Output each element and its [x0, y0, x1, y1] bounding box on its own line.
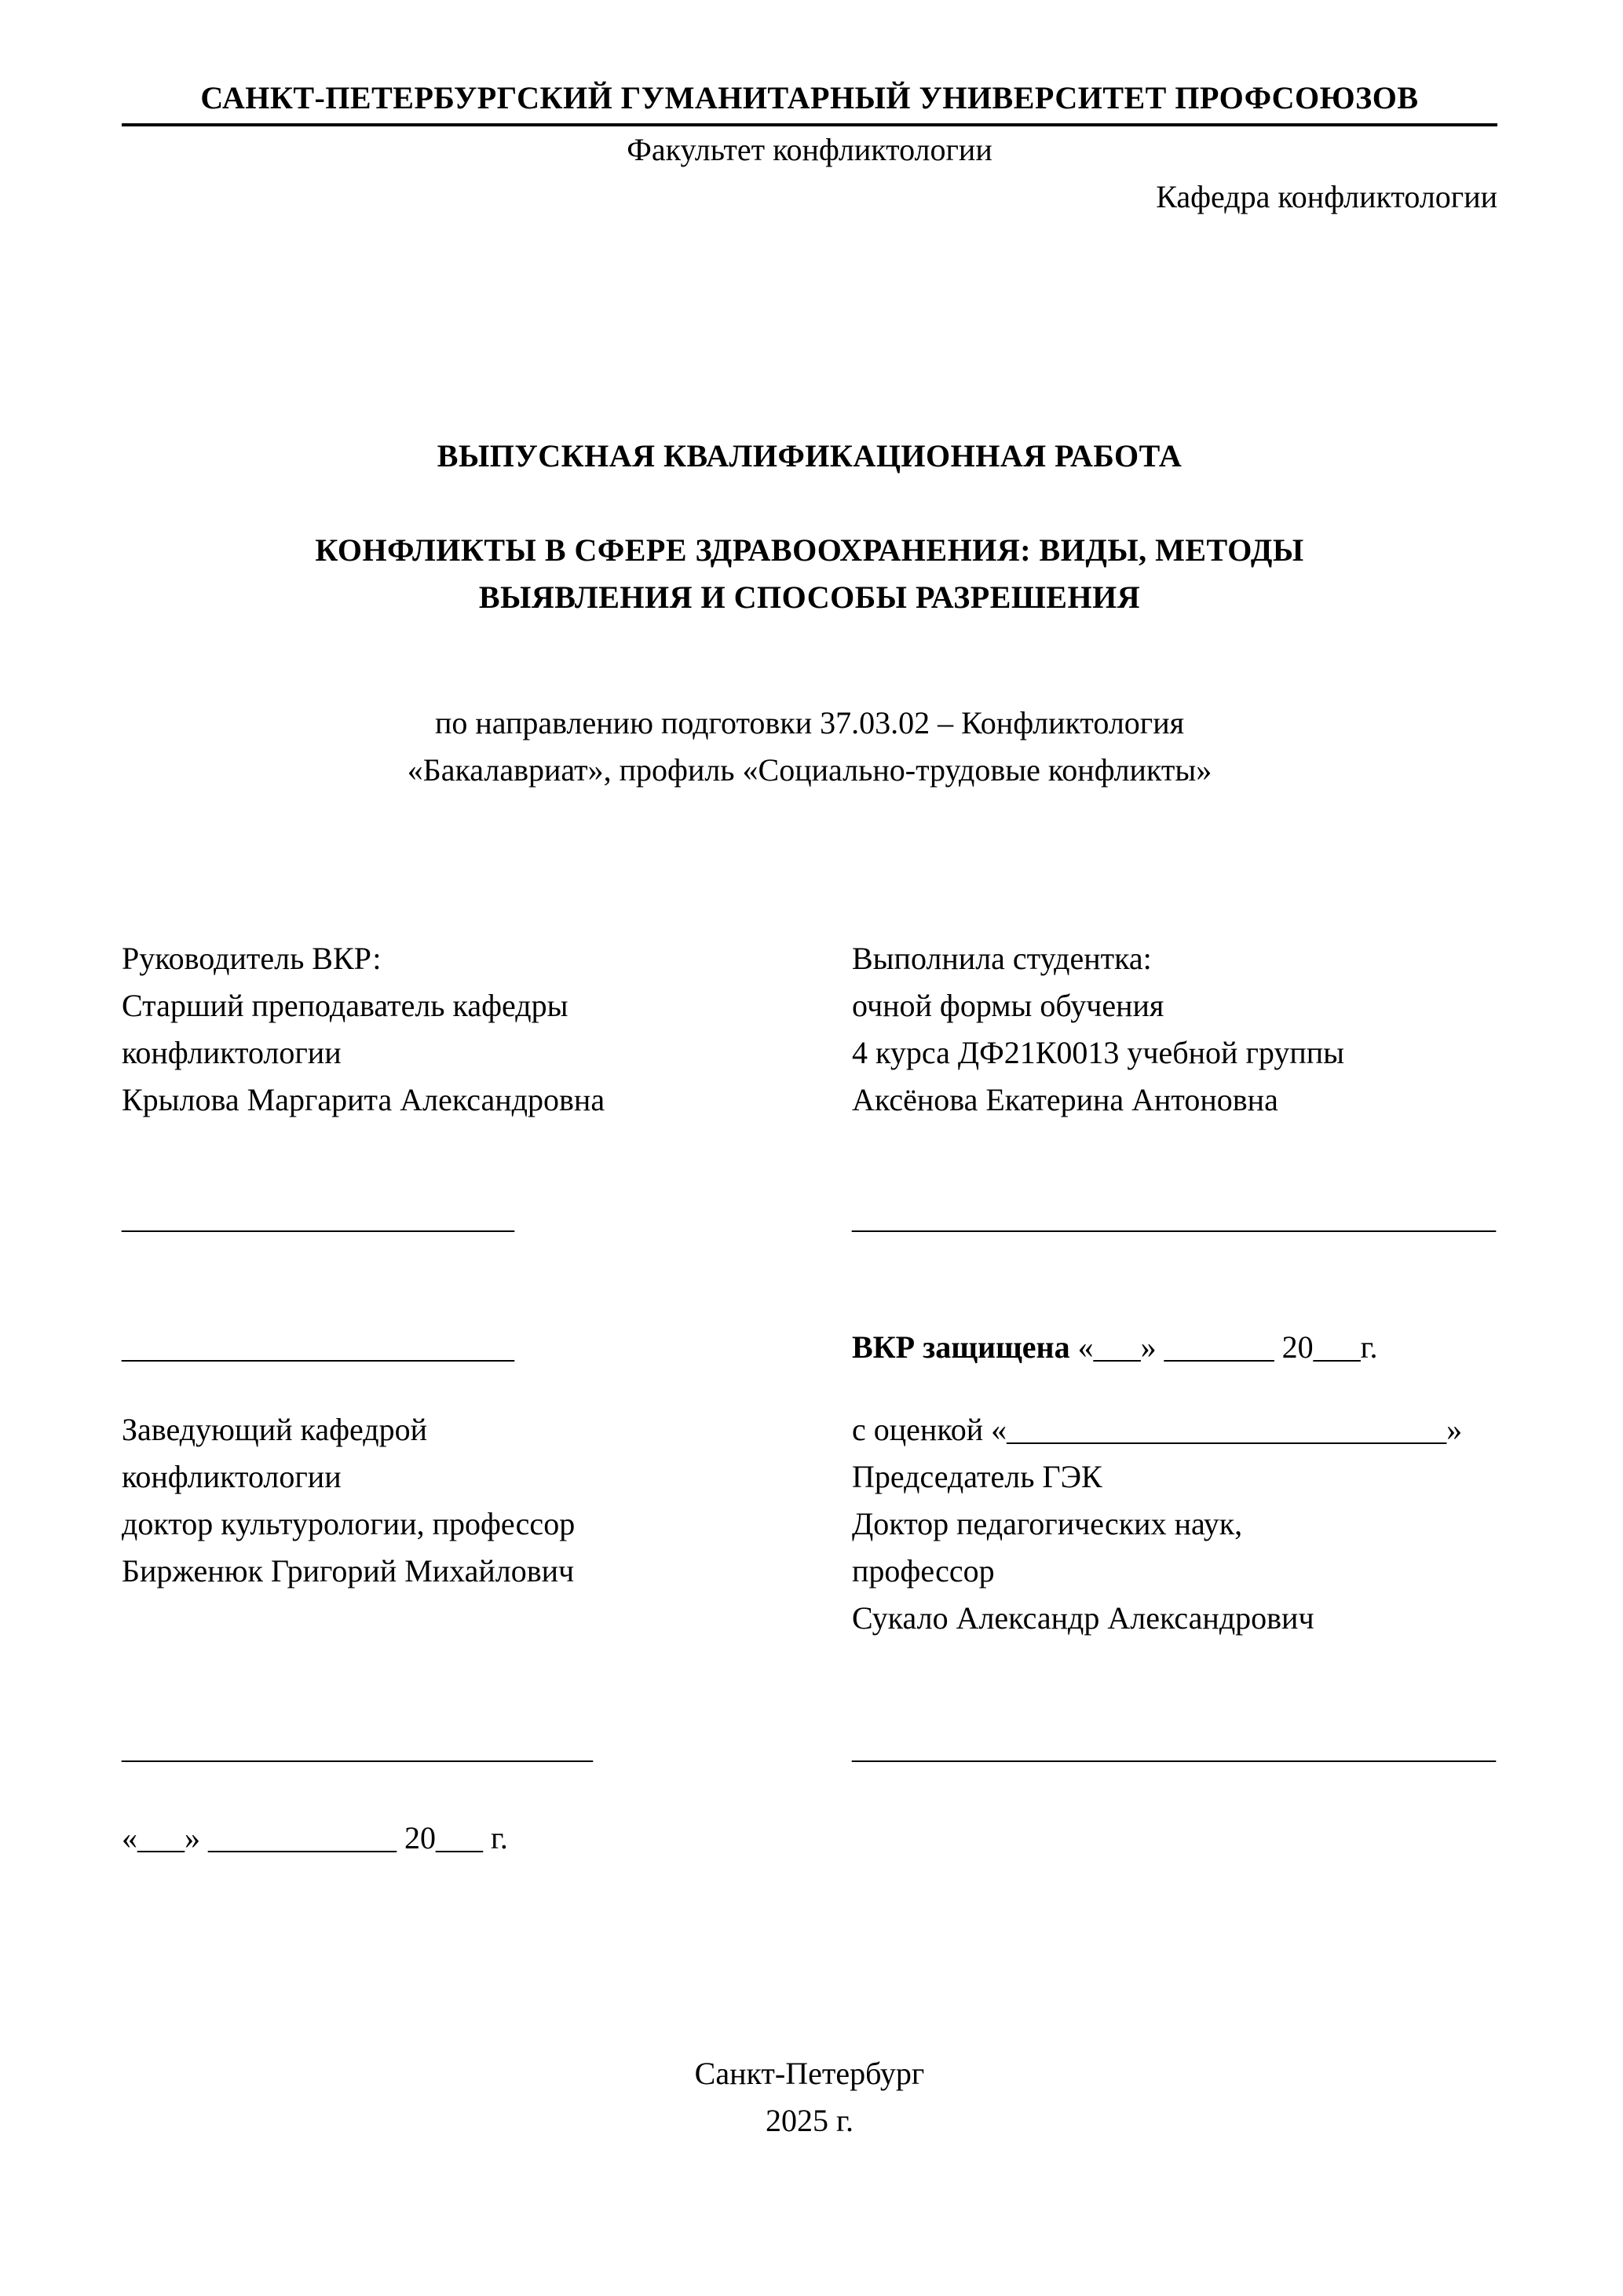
work-type-title: ВЫПУСКНАЯ КВАЛИФИКАЦИОННАЯ РАБОТА: [437, 438, 1183, 473]
defended-date-blanks: «___» _______ 20___г.: [1069, 1329, 1378, 1365]
head-position-line1: Заведующий кафедрой: [122, 1412, 428, 1447]
supervisor-block: [122, 935, 852, 1124]
student-name: Аксёнова Екатерина Антоновна: [852, 1082, 1278, 1117]
supervisor-signature-line: _________________________: [122, 1200, 514, 1235]
university-name: САНКТ-ПЕТЕРБУРГСКИЙ ГУМАНИТАРНЫЙ УНИВЕРСИТЕТ ПРОФСОЮЗОВ: [122, 75, 1497, 126]
head-signature-line: ______________________________: [122, 1730, 593, 1765]
defended-row: [122, 1324, 1497, 1371]
faculty-line: Факультет конфликтологии: [627, 132, 992, 167]
supervisor-label: Руководитель ВКР:: [122, 941, 382, 976]
thesis-title-line1: КОНФЛИКТЫ В СФЕРЕ ЗДРАВООХРАНЕНИЯ: ВИДЫ, МЕТОДЫ: [315, 532, 1304, 568]
grade-line: с оценкой «____________________________»: [852, 1412, 1463, 1447]
defended-line: [852, 1324, 1497, 1371]
chair-signature-line: _________________________________________: [852, 1730, 1496, 1765]
signature-row-1: [122, 1194, 1497, 1241]
department-head-block: [122, 1406, 852, 1595]
student-group-line: 4 курса ДФ21К0013 учебной группы: [852, 1035, 1345, 1070]
supervisor-name: Крылова Маргарита Александровна: [122, 1082, 605, 1117]
date-row: [122, 1815, 1497, 1862]
date-blank-line: «___» ____________ 20___ г.: [122, 1820, 508, 1855]
head-name: Бирженюк Григорий Михайлович: [122, 1553, 575, 1589]
direction-block: [122, 700, 1497, 794]
signature-row-2: [122, 1724, 1497, 1771]
department-line: Кафедра конфликтологии: [1156, 179, 1497, 214]
chair-title-line: Председатель ГЭК: [852, 1459, 1102, 1494]
year-line: 2025 г.: [766, 2103, 854, 2138]
head-chair-row: [122, 1406, 1497, 1642]
head-position-line2: конфликтологии: [122, 1459, 342, 1494]
defended-label: ВКР защищена: [852, 1329, 1070, 1365]
gek-chair-block: [852, 1406, 1497, 1642]
student-label: Выполнила студентка:: [852, 941, 1152, 976]
student-signature-line: _________________________________________: [852, 1200, 1496, 1235]
profile-line: «Бакалавриат», профиль «Социально-трудовые конфликты»: [407, 752, 1212, 788]
chair-rank-line: профессор: [852, 1553, 995, 1589]
thesis-title-line2: ВЫЯВЛЕНИЯ И СПОСОБЫ РАЗРЕШЕНИЯ: [478, 579, 1141, 615]
direction-line: по направлению подготовки 37.03.02 – Конфликтология: [434, 705, 1185, 740]
chair-degree-line: Доктор педагогических наук,: [852, 1506, 1243, 1541]
footer-block: [122, 2050, 1497, 2144]
supervisor-student-row: [122, 935, 1497, 1124]
supervisor-position-line1: Старший преподаватель кафедры: [122, 988, 568, 1023]
supervisor-position-line2: конфликтологии: [122, 1035, 342, 1070]
student-block: [852, 935, 1497, 1124]
student-form-line: очной формы обучения: [852, 988, 1164, 1023]
thesis-title: [122, 527, 1497, 621]
head-position-line3: доктор культурологии, профессор: [122, 1506, 576, 1541]
chair-name: Сукало Александр Александрович: [852, 1600, 1314, 1636]
city-line: Санкт-Петербург: [694, 2056, 925, 2091]
supervisor-signature-line-2: _________________________: [122, 1329, 514, 1365]
